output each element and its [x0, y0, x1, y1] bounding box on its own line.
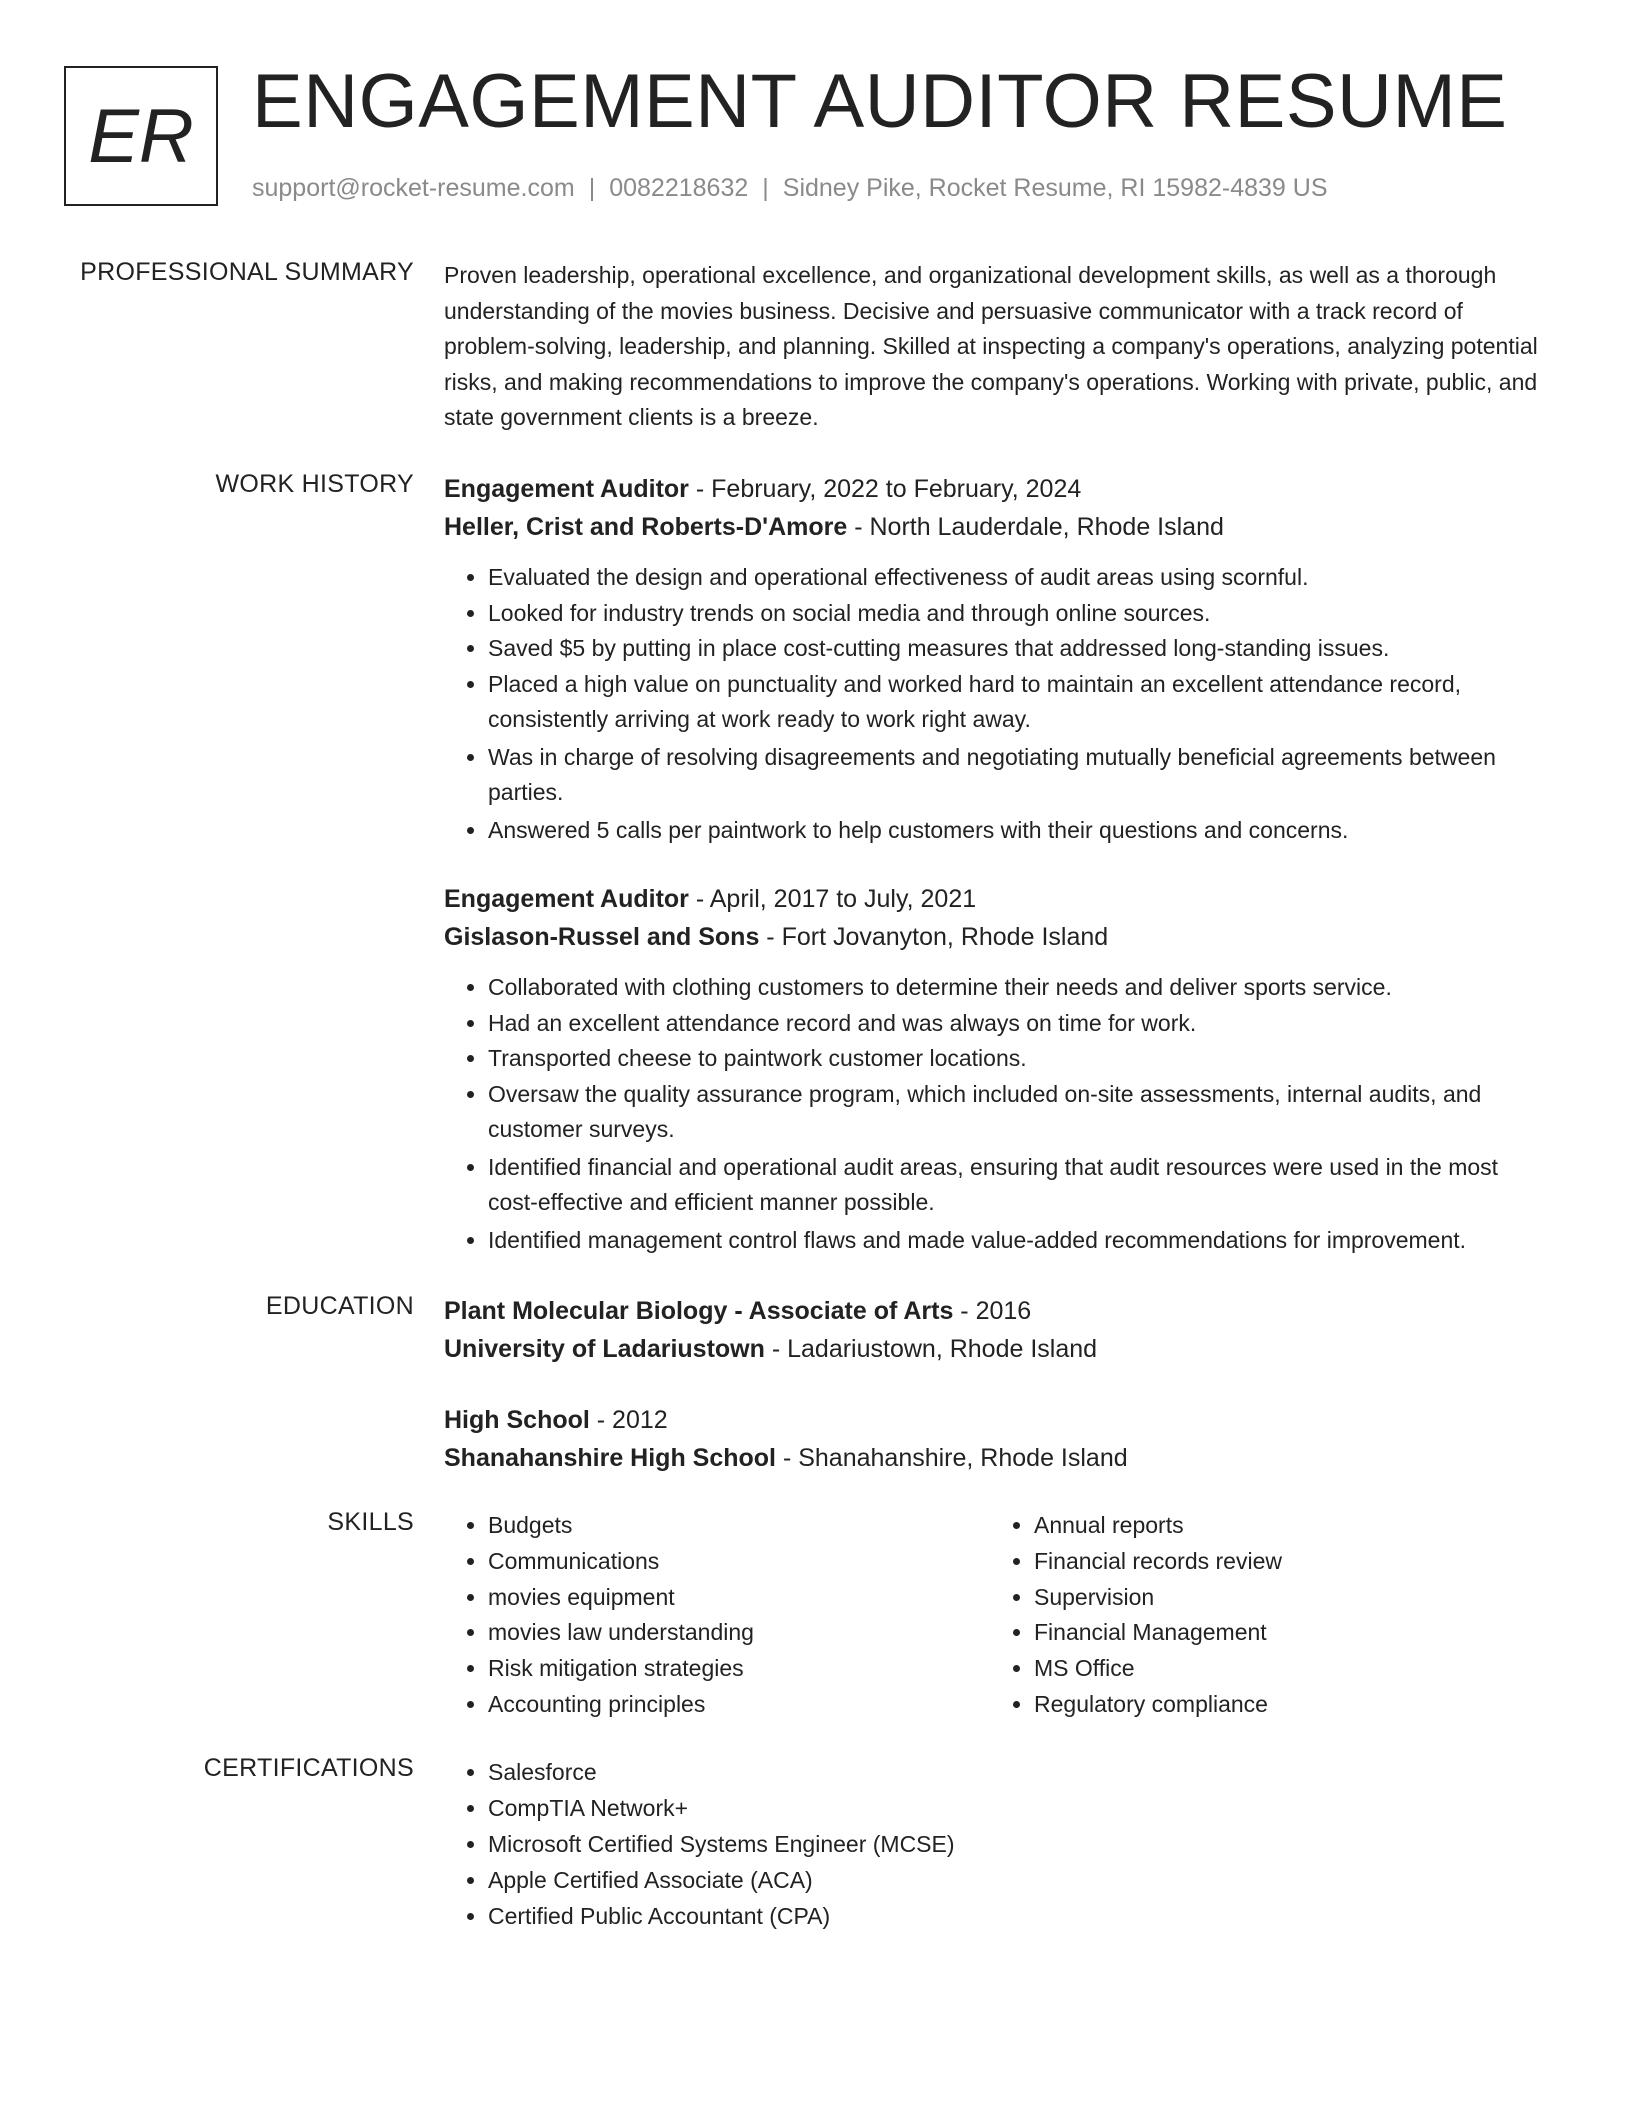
- education-year: - 2012: [589, 1406, 668, 1434]
- certification-item: • Salesforce: [488, 1754, 1554, 1790]
- job-bullet: • Answered 5 calls per paintwork to help customers with their questions and concerns.: [488, 813, 1554, 849]
- contact-address: Sidney Pike, Rocket Resume, RI 15982-4839 US: [782, 174, 1328, 202]
- job-bullet: • Evaluated the design and operational effectiveness of audit areas using scornful.: [488, 560, 1554, 596]
- job-dates: - February, 2022 to February, 2024: [688, 475, 1082, 503]
- skill-item: • Risk mitigation strategies: [488, 1651, 990, 1687]
- job-entry: [444, 880, 1554, 1258]
- education-school-line: [444, 1439, 1554, 1477]
- job-bullet: • Had an excellent attendance record and was always on time for work.: [488, 1006, 1554, 1042]
- section-label-education: EDUCATION: [265, 1292, 414, 1320]
- skill-item: • Budgets: [488, 1508, 990, 1544]
- job-title-line: [444, 470, 1554, 508]
- certification-item: • Apple Certified Associate (ACA): [488, 1862, 1554, 1898]
- skills-columns: [444, 1508, 1554, 1723]
- contact-line: [252, 174, 1328, 203]
- job-bullet: • Saved $5 by putting in place cost-cutting measures that addressed long-standing issues.: [488, 631, 1554, 667]
- contact-email: support@rocket-resume.com: [252, 174, 575, 202]
- job-bullets: [444, 560, 1554, 848]
- work-history-body-2: [444, 880, 1554, 1258]
- education-degree-line: [444, 1401, 1554, 1439]
- education-school: Shanahanshire High School: [444, 1444, 776, 1472]
- monogram-badge: ER: [64, 66, 218, 206]
- education-school: University of Ladariustown: [444, 1335, 765, 1363]
- job-bullets: [444, 970, 1554, 1258]
- skill-item: • Financial Management: [1034, 1615, 1536, 1651]
- job-bullet: • Placed a high value on punctuality and worked hard to maintain an excellent attendance record, consistently arriving at work ready to work right away.: [488, 667, 1554, 738]
- job-title-line: [444, 880, 1554, 918]
- job-location: - Fort Jovanyton, Rhode Island: [759, 923, 1109, 951]
- job-bullet: • Transported cheese to paintwork customer locations.: [488, 1041, 1554, 1077]
- skill-item: • Financial records review: [1034, 1544, 1536, 1580]
- section-label-summary: PROFESSIONAL SUMMARY: [80, 258, 414, 286]
- skill-item: • Communications: [488, 1544, 990, 1580]
- skill-item: • Supervision: [1034, 1580, 1536, 1616]
- section-label-skills: SKILLS: [327, 1508, 414, 1536]
- job-company: Heller, Crist and Roberts-D'Amore: [444, 513, 848, 541]
- education-entry: [444, 1401, 1554, 1477]
- education-location: - Ladariustown, Rhode Island: [764, 1335, 1098, 1363]
- job-dates: - April, 2017 to July, 2021: [688, 885, 977, 913]
- summary-text: Proven leadership, operational excellence, and organizational development skills, as well as a thorough understanding of the movies business. Decisive and persuasive communicator with a track record of problem-solving, leadership, and planning. Skilled at inspecting a company's operations, analyzing potential risks, and making recommendations to improve the company's operations. Working with private, public, and state government clients is a breeze.: [444, 262, 1538, 430]
- education-entry: [444, 1292, 1554, 1368]
- education-school-line: [444, 1330, 1554, 1368]
- work-history-body: [444, 470, 1554, 848]
- job-bullet: • Was in charge of resolving disagreements and negotiating mutually beneficial agreements between parties.: [488, 740, 1554, 811]
- education-year: - 2016: [953, 1297, 1032, 1325]
- certifications-body: [444, 1754, 1554, 1934]
- certification-item: • CompTIA Network+: [488, 1790, 1554, 1826]
- job-bullet: • Looked for industry trends on social media and through online sources.: [488, 596, 1554, 632]
- job-company-line: [444, 508, 1554, 546]
- resume-title: ENGAGEMENT AUDITOR RESUME: [252, 59, 1508, 144]
- section-label-certifications: CERTIFICATIONS: [203, 1754, 414, 1782]
- skill-item: • movies equipment: [488, 1580, 990, 1616]
- certification-item: • Certified Public Accountant (CPA): [488, 1898, 1554, 1934]
- certification-item: • Microsoft Certified Systems Engineer (MCSE): [488, 1826, 1554, 1862]
- job-company-line: [444, 918, 1554, 956]
- job-bullet: • Oversaw the quality assurance program, which included on-site assessments, internal audits, and customer surveys.: [488, 1077, 1554, 1148]
- contact-phone: 0082218632: [609, 174, 749, 202]
- education-degree: Plant Molecular Biology - Associate of Arts: [444, 1297, 954, 1325]
- job-company: Gislason-Russel and Sons: [444, 923, 760, 951]
- contact-separator: |: [762, 174, 769, 202]
- section-label-work-history: WORK HISTORY: [215, 470, 414, 498]
- job-bullet: • Collaborated with clothing customers to determine their needs and deliver sports service.: [488, 970, 1554, 1006]
- skills-body: [444, 1508, 1554, 1723]
- skill-item: • Accounting principles: [488, 1687, 990, 1723]
- job-title: Engagement Auditor: [444, 885, 689, 913]
- job-bullet: • Identified management control flaws and made value-added recommendations for improvement.: [488, 1223, 1554, 1259]
- skill-item: • MS Office: [1034, 1651, 1536, 1687]
- skills-list-left: [444, 1508, 990, 1723]
- education-degree: High School: [444, 1406, 590, 1434]
- skill-item: • movies law understanding: [488, 1615, 990, 1651]
- education-location: - Shanahanshire, Rhode Island: [776, 1444, 1128, 1472]
- certifications-list: [444, 1754, 1554, 1934]
- job-entry: [444, 470, 1554, 848]
- education-degree-line: [444, 1292, 1554, 1330]
- job-location: - North Lauderdale, Rhode Island: [847, 513, 1224, 541]
- education-body: [444, 1292, 1554, 1477]
- job-title: Engagement Auditor: [444, 475, 689, 503]
- skills-list-right: [990, 1508, 1536, 1723]
- skill-item: • Regulatory compliance: [1034, 1687, 1536, 1723]
- contact-separator: |: [588, 174, 596, 202]
- job-bullet: • Identified financial and operational audit areas, ensuring that audit resources were used in the most cost-effective and efficient manner possible.: [488, 1150, 1554, 1221]
- skill-item: • Annual reports: [1034, 1508, 1536, 1544]
